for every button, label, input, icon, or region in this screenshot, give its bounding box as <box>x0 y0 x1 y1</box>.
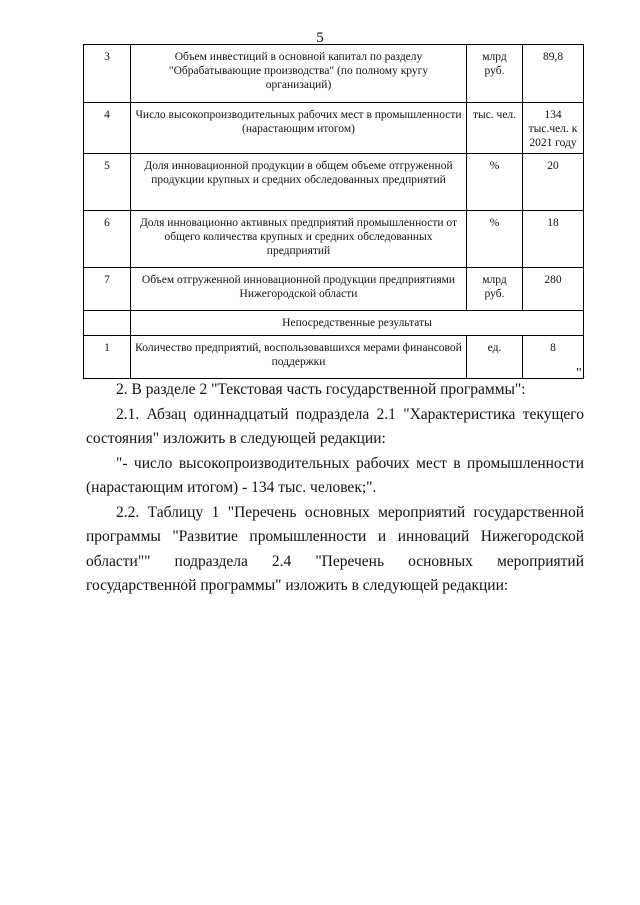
unit: % <box>467 211 523 268</box>
table-row <box>84 45 584 103</box>
table-row <box>84 211 584 268</box>
row-number: 5 <box>84 154 131 211</box>
row-number: 3 <box>84 45 131 103</box>
indicators-table <box>83 44 584 379</box>
indicator-name: Объем инвестиций в основной капитал по разделу "Обрабатывающие производства" (по полному кругу организаций) <box>131 45 467 103</box>
unit: млрд руб. <box>467 45 523 103</box>
value: 20 <box>523 154 584 211</box>
row-number: 1 <box>84 336 131 379</box>
unit: ед. <box>467 336 523 379</box>
value: 8 <box>523 336 584 379</box>
page-number: 5 <box>316 30 324 46</box>
paragraph-2: 2.1. Абзац одиннадцатый подраздела 2.1 "Характеристика текущего состояния" изложить в следующей редакции: <box>86 405 584 447</box>
section-title: Непосредственные результаты <box>131 311 584 336</box>
value: 134 тыс.чел. к 2021 году <box>523 103 584 154</box>
row-number: 4 <box>84 103 131 154</box>
indicator-name: Количество предприятий, воспользовавшихся мерами финансовой поддержки <box>131 336 467 379</box>
unit: млрд руб. <box>467 268 523 311</box>
table-row <box>84 268 584 311</box>
table-row <box>84 336 584 379</box>
paragraph-4: 2.2. Таблицу 1 "Перечень основных мероприятий государственной программы "Развитие промышленности и инноваций Нижегородской области"" подраздела 2.4 "Перечень основных мероприятий государственной программы" изложить в следующей редакции: <box>86 503 584 594</box>
unit: % <box>467 154 523 211</box>
paragraph-3: "- число высокопроизводительных рабочих мест в промышленности (нарастающим итогом) - 134 тыс. человек;". <box>86 454 584 496</box>
indicator-name: Объем отгруженной инновационной продукции предприятиями Нижегородской области <box>131 268 467 311</box>
table-row <box>84 103 584 154</box>
indicator-name: Доля инновационной продукции в общем объеме отгруженной продукции крупных и средних обследованных предприятий <box>131 154 467 211</box>
unit: тыс. чел. <box>467 103 523 154</box>
section-row <box>84 311 584 336</box>
section-empty-cell <box>84 311 131 336</box>
paragraph-1: 2. В разделе 2 "Текстовая часть государственной программы": <box>116 381 526 398</box>
indicator-name: Доля инновационно активных предприятий промышленности от общего количества крупных и средних обследованных предприятий <box>131 211 467 268</box>
value: 280 <box>523 268 584 311</box>
body-text <box>86 378 584 599</box>
row-number: 7 <box>84 268 131 311</box>
closing-quote: ". <box>576 366 586 381</box>
value: 89,8 <box>523 45 584 103</box>
value: 18 <box>523 211 584 268</box>
table-row <box>84 154 584 211</box>
row-number: 6 <box>84 211 131 268</box>
indicator-name: Число высокопроизводительных рабочих мест в промышленности (нарастающим итогом) <box>131 103 467 154</box>
